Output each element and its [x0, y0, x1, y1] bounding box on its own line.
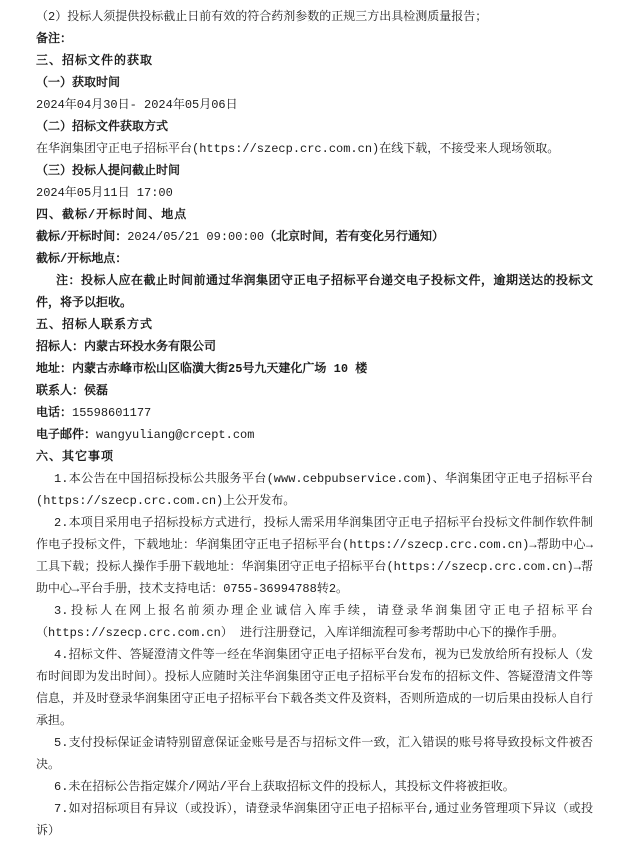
- section-3-title: 三、招标文件的获取: [36, 54, 154, 68]
- tenderer-value: 内蒙古环投水务有限公司: [84, 340, 217, 354]
- clause-item-2: （2）投标人须提供投标截止日前有效的符合药剂参数的正规三方出具检测质量报告；: [36, 10, 488, 24]
- section-6-title: 六、其它事项: [36, 450, 115, 464]
- bid-open-time-label: 截标/开标时间：: [36, 230, 128, 244]
- email-value: wangyuliang@crcept.com: [96, 428, 255, 442]
- bid-open-time-value: 2024/05/21 09:00:00: [127, 230, 265, 244]
- other-item-7: 7.如对招标项目有异议（或投诉），请登录华润集团守正电子招标平台,通过业务管理项下异议（或投诉）: [36, 802, 593, 838]
- document-obtain-method: 在华润集团守正电子招标平台(https://szecp.crc.com.cn)在线下载，不接受来人现场领取。: [36, 142, 560, 156]
- other-item-3: 3.投标人在网上报名前须办理企业诚信入库手续，请登录华润集团守正电子招标平台（https://szecp.crc.com.cn） 进行注册登记，入库详细流程可参考帮助中心下的操作手册。: [36, 604, 593, 640]
- address-value: 内蒙古赤峰市松山区临潢大街25号九天建化广场 10 楼: [72, 362, 368, 376]
- section-3-3-title: （三）投标人提问截止时间: [36, 164, 181, 178]
- tenderer-row: [36, 336, 593, 358]
- phone-value: 15598601177: [72, 406, 152, 420]
- section-5-title: 五、招标人联系方式: [36, 318, 154, 332]
- section-3-2-title: （二）招标文件获取方式: [36, 120, 169, 134]
- other-item-6: 6.未在招标公告指定媒介/网站/平台上获取招标文件的投标人，其投标文件将被拒收。: [54, 780, 515, 794]
- address-row: [36, 358, 593, 380]
- question-deadline: 2024年05月11日 17:00: [36, 186, 173, 200]
- other-item-2: 2.本项目采用电子招标投标方式进行，投标人需采用华润集团守正电子招标平台投标文件制作软件制作电子投标文件，下载地址：华润集团守正电子招标平台(https://szecp.crc.com.cn)→帮助中心→工具下载；投标人操作手册下载地址：华润集团守正电子招标平台(https://szecp.crc.com.cn)→帮助中心→平台手册，技术支持电话：0755-36994788转2。: [36, 516, 593, 596]
- email-row: [36, 424, 593, 446]
- other-item-5: 5.支付投标保证金请特别留意保证金账号是否与招标文件一致，汇入错误的账号将导致投标文件被否决。: [36, 736, 593, 772]
- contact-person-value: 侯磊: [84, 384, 109, 398]
- address-label: 地址：: [36, 362, 73, 376]
- contact-person-label: 联系人：: [36, 384, 85, 398]
- contact-person-row: [36, 380, 593, 402]
- tenderer-label: 招标人：: [36, 340, 85, 354]
- document-obtain-period: 2024年04月30日- 2024年05月06日: [36, 98, 238, 112]
- phone-label: 电话：: [36, 406, 73, 420]
- section-4-title: 四、截标/开标时间、地点: [36, 208, 188, 222]
- phone-row: [36, 402, 593, 424]
- remarks-label: 备注：: [36, 32, 73, 46]
- email-label: 电子邮件：: [36, 428, 97, 442]
- bid-open-place-label: 截标/开标地点：: [36, 252, 128, 266]
- submission-note: 注：投标人应在截止时间前通过华润集团守正电子招标平台递交电子投标文件，逾期送达的投标文件，将予以拒收。: [36, 274, 593, 310]
- other-item-4: 4.招标文件、答疑澄清文件等一经在华润集团守正电子招标平台发布，视为已发放给所有投标人（发布时间即为发出时间）。投标人应随时关注华润集团守正电子招标平台发布的招标文件、答疑澄清文件等信息，并及时登录华润集团守正电子招标平台下载各类文件及资料，否则所造成的一切后果由投标人自行承担。: [36, 648, 593, 728]
- other-item-1: 1.本公告在中国招标投标公共服务平台(www.cebpubservice.com)、华润集团守正电子招标平台(https://szecp.crc.com.cn)上公开发布。: [36, 472, 593, 508]
- bid-open-time-note: （北京时间，若有变化另行通知）: [264, 230, 445, 244]
- section-3-1-title: （一）获取时间: [36, 76, 121, 90]
- bid-open-time-row: [36, 226, 593, 248]
